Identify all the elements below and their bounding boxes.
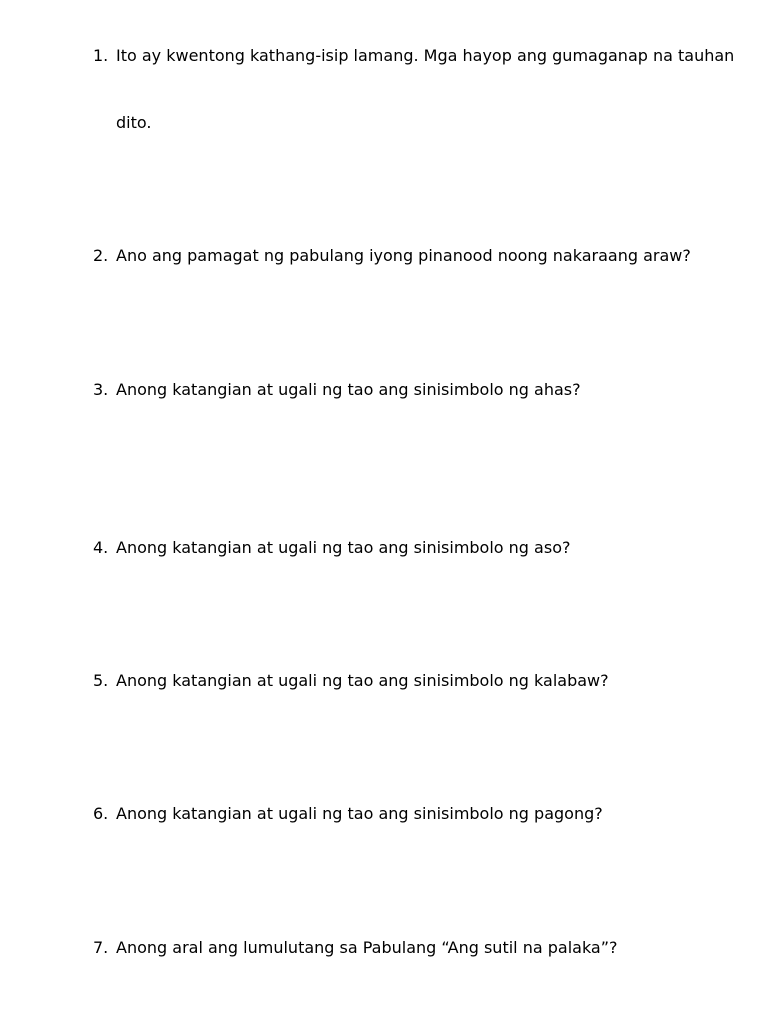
question-text: Anong katangian at ugali ng tao ang sinisimbolo ng pagong? (116, 804, 603, 823)
question-text: Anong katangian at ugali ng tao ang sinisimbolo ng aso? (116, 538, 571, 557)
question-number: 2. (93, 246, 109, 265)
question-number: 7. (93, 938, 109, 957)
question-1-continuation: dito. (116, 113, 152, 132)
question-number: 3. (93, 380, 109, 399)
question-text: Anong katangian at ugali ng tao ang sinisimbolo ng ahas? (116, 380, 581, 399)
question-text: Anong katangian at ugali ng tao ang sinisimbolo ng kalabaw? (116, 671, 609, 690)
question-number: 1. (93, 46, 109, 65)
question-number: 5. (93, 671, 109, 690)
question-text: Ano ang pamagat ng pabulang iyong pinanood noong nakaraang araw? (116, 246, 691, 265)
question-text: Anong aral ang lumulutang sa Pabulang “Ang sutil na palaka”? (116, 938, 618, 957)
question-text: Ito ay kwentong kathang-isip lamang. Mga hayop ang gumaganap na tauhan (116, 46, 735, 65)
question-number: 6. (93, 804, 109, 823)
question-number: 4. (93, 538, 109, 557)
